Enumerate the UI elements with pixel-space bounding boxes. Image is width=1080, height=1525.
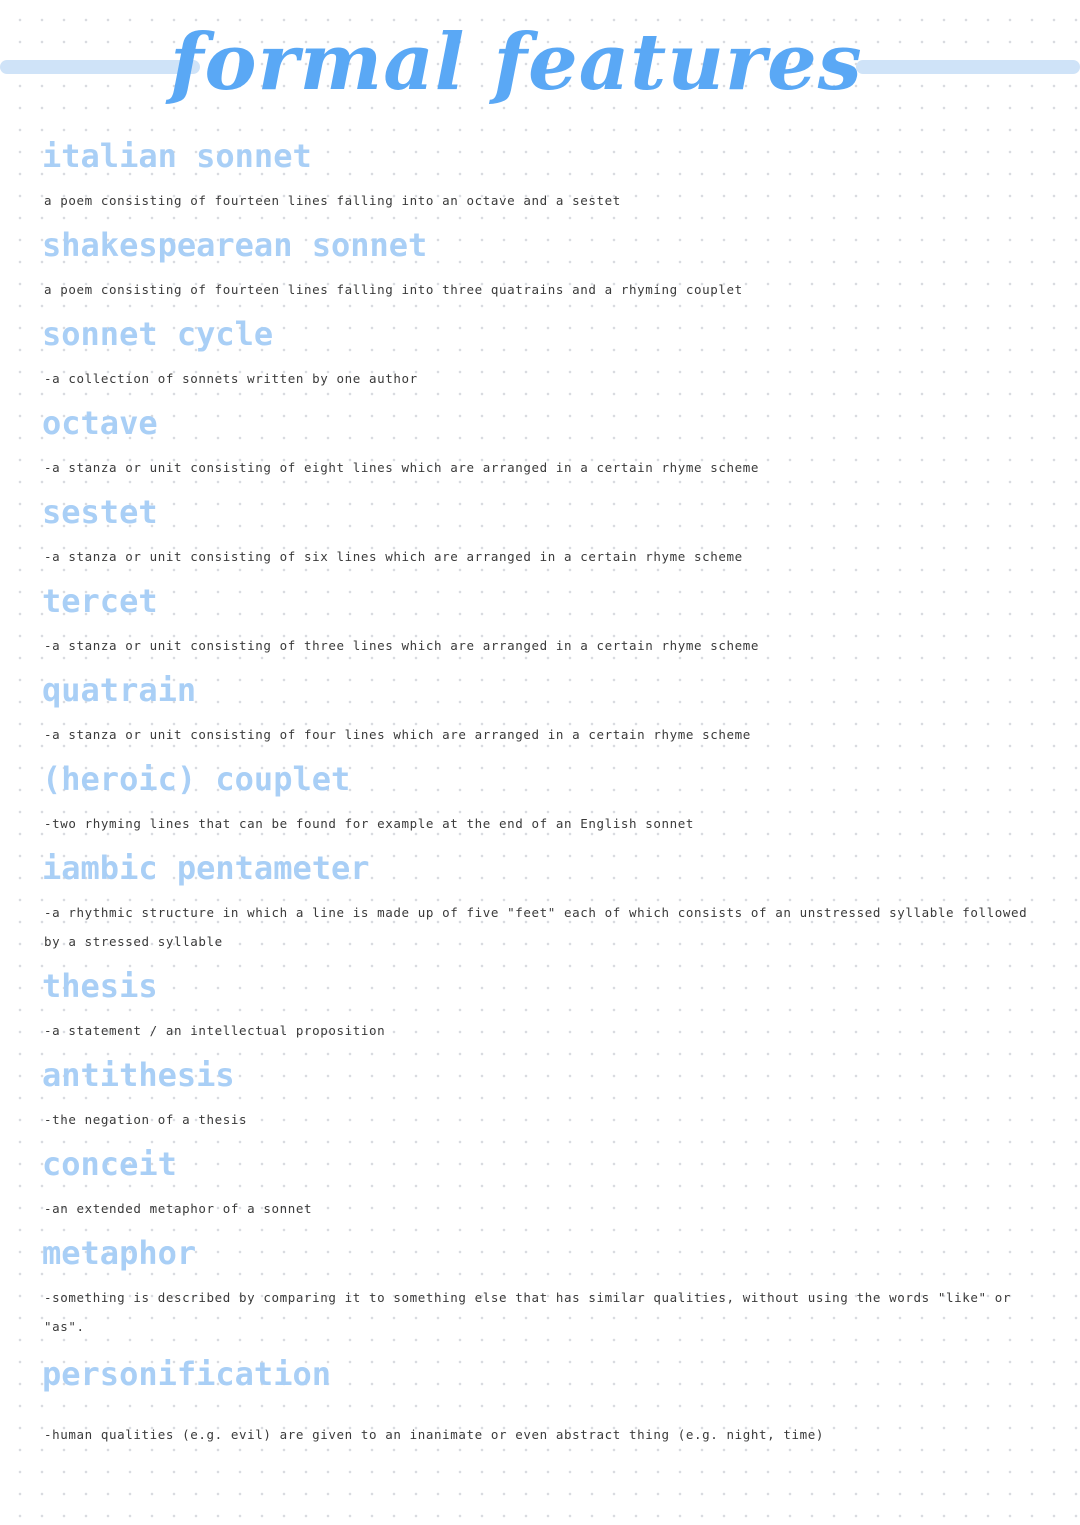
term-heading: thesis [42, 967, 158, 1005]
term-definition: a poem consisting of fourteen lines falling into an octave and a sestet [44, 193, 621, 208]
term-definition: -a statement / an intellectual proposition [44, 1023, 386, 1038]
term-definition: a poem consisting of fourteen lines falling into three quatrains and a rhyming couplet [44, 282, 743, 297]
entry-heroic-couplet [42, 759, 1052, 838]
entry-shakespearean-sonnet [42, 225, 1052, 304]
term-heading: iambic pentameter [42, 849, 370, 887]
entry-sestet [42, 492, 1052, 571]
entry-conceit [42, 1144, 1052, 1223]
term-heading: (heroic) couplet [42, 760, 351, 798]
term-definition: -a rhythmic structure in which a line is made up of five "feet" each of which consists of an unstressed syllable followed by a stressed syllable [44, 905, 1028, 949]
term-definition: -a stanza or unit consisting of eight lines which are arranged in a certain rhyme scheme [44, 460, 760, 475]
term-heading: conceit [42, 1145, 177, 1183]
term-definition: -the negation of a thesis [44, 1112, 248, 1127]
entry-sonnet-cycle [42, 314, 1052, 393]
entry-metaphor [42, 1233, 1052, 1341]
term-heading: antithesis [42, 1056, 235, 1094]
term-heading: sestet [42, 493, 158, 531]
entry-octave [42, 403, 1052, 482]
term-definition: -a stanza or unit consisting of six lines which are arranged in a certain rhyme scheme [44, 549, 743, 564]
entry-antithesis [42, 1055, 1052, 1134]
term-heading: personification [42, 1355, 331, 1393]
entry-iambic-pentameter [42, 848, 1052, 956]
term-definition: -a stanza or unit consisting of three lines which are arranged in a certain rhyme scheme [44, 638, 760, 653]
term-heading: metaphor [42, 1234, 197, 1272]
term-definition: -a stanza or unit consisting of four lines which are arranged in a certain rhyme scheme [44, 727, 751, 742]
term-definition: -an extended metaphor of a sonnet [44, 1201, 313, 1216]
page-title: formal features [170, 17, 863, 108]
term-heading: sonnet cycle [42, 315, 274, 353]
term-heading: shakespearean sonnet [42, 226, 428, 264]
term-definition: -two rhyming lines that can be found for example at the end of an English sonnet [44, 816, 695, 831]
entry-personification [42, 1354, 1052, 1449]
term-heading: octave [42, 404, 158, 442]
title-underline-right [856, 60, 1080, 74]
term-heading: quatrain [42, 671, 197, 709]
entry-thesis [42, 966, 1052, 1045]
term-definition: -human qualities (e.g. evil) are given to an inanimate or even abstract thing (e.g. night, time) [44, 1427, 825, 1442]
term-definition: -a collection of sonnets written by one author [44, 371, 418, 386]
term-definition: -something is described by comparing it to something else that has similar qualities, without using the words "like" or "as". [44, 1290, 1011, 1334]
entry-italian-sonnet [42, 136, 1052, 215]
term-heading: italian sonnet [42, 137, 312, 175]
term-heading: tercet [42, 582, 158, 620]
entry-tercet [42, 581, 1052, 660]
entry-quatrain [42, 670, 1052, 749]
